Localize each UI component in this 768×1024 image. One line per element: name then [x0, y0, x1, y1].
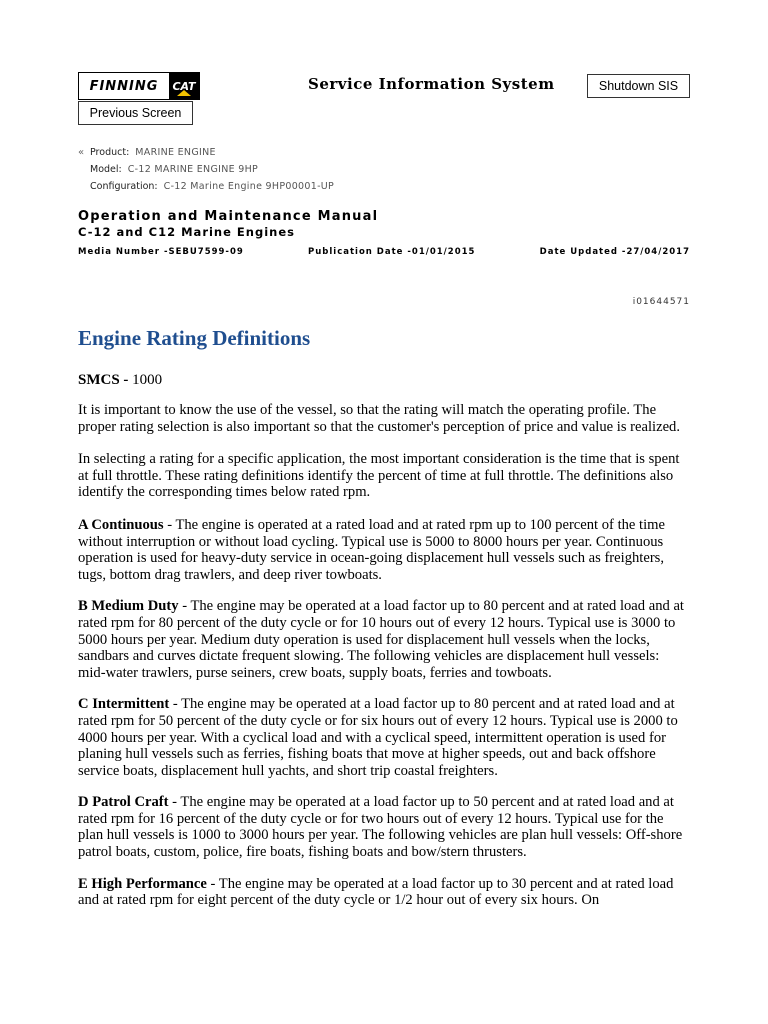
finning-cat-logo: [78, 72, 200, 100]
configuration-label: Configuration:: [90, 181, 158, 192]
rating-e-high-performance: [78, 876, 690, 909]
model-row: [78, 161, 334, 178]
configuration-row: [78, 178, 334, 195]
rating-name: C Intermittent: [78, 696, 170, 713]
article-body: [78, 402, 690, 924]
shutdown-sis-button[interactable]: Shutdown SIS: [587, 74, 690, 98]
manual-info-row: [78, 247, 690, 257]
rating-text: - The engine may be operated at a load factor up to 30 percent and at rated load and at rated rpm for eight percent of the duty cycle or 1/2 hour out of every six hours. On: [78, 875, 674, 909]
model-value: C-12 MARINE ENGINE 9HP: [127, 164, 259, 175]
rating-b-medium-duty: [78, 598, 690, 681]
manual-header: [78, 209, 690, 257]
intro-paragraph-2: In selecting a rating for a specific application, the most important consideration is the time that is spent at full throttle. These rating definitions identify the percent of time at full throttle. The definitions also identify the corresponding times below rated rpm.: [78, 451, 680, 501]
sis-title: Service Information System: [308, 75, 555, 93]
rating-d-patrol-craft: [78, 794, 690, 860]
rating-c-intermittent: [78, 696, 690, 779]
rating-text: - The engine may be operated at a load factor up to 50 percent and at rated load and at rated rpm for 16 percent of the duty cycle or for two hours out of every 12 hours. Typical use for the plan hull vessels is 1000 to 3000 hours per year. The following vehicles are plan hull vessels: Off-shore patrol boats, custom, police, fire boats, fishing boats and bow/stern thrusters.: [78, 794, 683, 861]
rating-text: - The engine is operated at a rated load and at rated rpm up to 100 percent of the time without interruption or without load cycling. Typical use is 5000 to 8000 hours per year. Continuous operation is used for heavy-duty service in ocean-going displacement hull vessels such as freighters, tugs, bottom drag trawlers, and deep river towboats.: [78, 516, 665, 583]
article-heading: Engine Rating Definitions: [78, 326, 311, 350]
smcs-value: 1000: [132, 372, 163, 388]
document-id: i01644571: [632, 297, 690, 307]
product-label: Product:: [90, 147, 130, 158]
rating-text: - The engine may be operated at a load factor up to 80 percent and at rated load and at rated rpm for 50 percent of the duty cycle or for six hours out of every 12 hours. Typical use is 2000 to 4000 hours per year. With a cyclical load and with a cyclical speed, intermittent operation is used for planing hull vessels such as ferries, fishing boats that move at higher speeds, out and back offshore service boats, displacement hull yachts, and short trip coastal freighters.: [78, 696, 678, 779]
rating-name: A Continuous: [78, 516, 164, 533]
manual-title: Operation and Maintenance Manual: [78, 209, 379, 224]
smcs-line: [78, 372, 162, 389]
rating-name: E High Performance: [78, 875, 207, 892]
previous-screen-button[interactable]: Previous Screen: [78, 101, 193, 125]
model-label: Model:: [90, 164, 122, 175]
smcs-label: SMCS -: [78, 372, 129, 388]
intro-paragraph-1: It is important to know the use of the vessel, so that the rating will match the operating profile. The proper rating selection is also important so that the customer's perception of price and value is realized.: [78, 402, 680, 435]
date-updated: Date Updated -27/04/2017: [539, 247, 690, 257]
cat-logo-badge: CAT: [169, 73, 199, 99]
rating-a-continuous: [78, 517, 690, 583]
rating-name: D Patrol Craft: [78, 794, 169, 811]
manual-subtitle: C-12 and C12 Marine Engines: [78, 225, 295, 239]
media-number: Media Number -SEBU7599-09: [78, 247, 244, 257]
finning-logo-text: FINNING: [79, 73, 169, 99]
product-info: [78, 144, 334, 195]
rating-text: - The engine may be operated at a load factor up to 80 percent and at rated load and at rated rpm for 80 percent of the duty cycle or for 10 hours out of every 12 hours. Typical use is 3000 to 5000 hours per year. Medium duty operation is used for displacement hull vessels when the locks, sandbars and curves dictate frequent slowing. The following vehicles are displacement hull vessels: mid-water trawlers, purse seiners, crew boats, supply boats, ferries and towboats.: [78, 598, 684, 681]
configuration-value: C-12 Marine Engine 9HP00001-UP: [163, 181, 335, 192]
product-value: MARINE ENGINE: [135, 147, 216, 158]
rating-name: B Medium Duty: [78, 598, 179, 615]
publication-date: Publication Date -01/01/2015: [308, 247, 476, 257]
back-arrow-icon[interactable]: «: [78, 147, 85, 158]
product-row: [78, 144, 334, 161]
